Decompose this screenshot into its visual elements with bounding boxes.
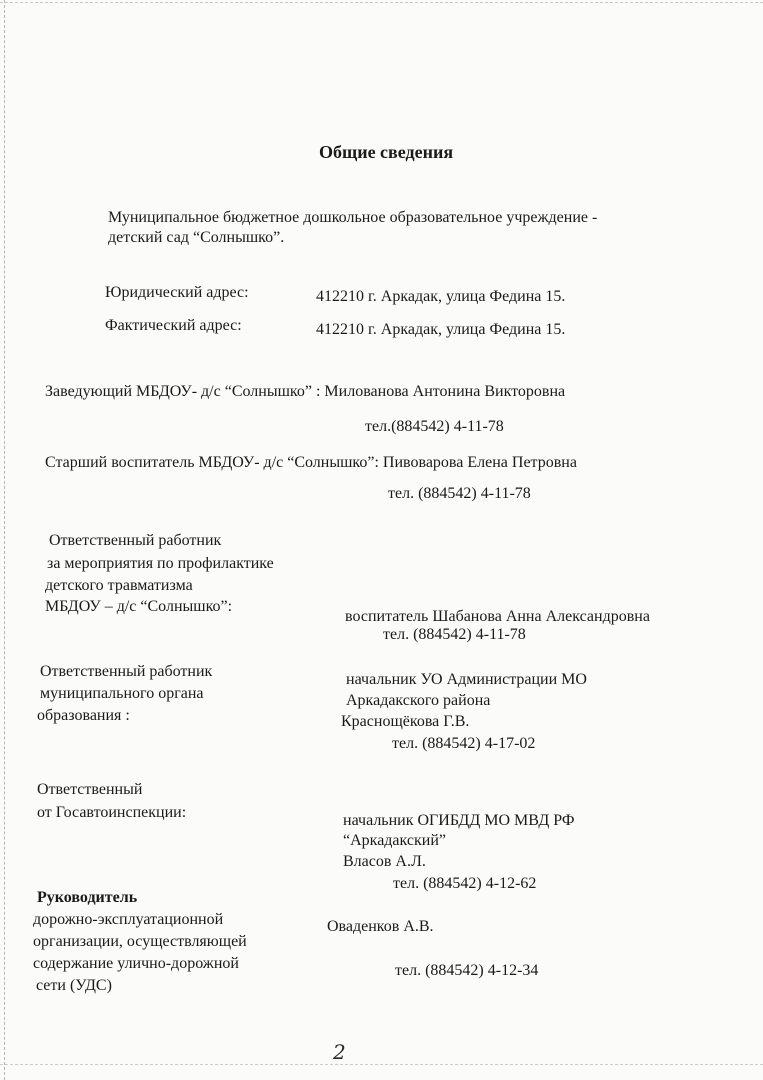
road-label-3: организации, осуществляющей — [33, 933, 247, 950]
road-label-4: содержание улично-дорожной — [33, 955, 239, 972]
police-value-3: Власов А.Л. — [343, 853, 426, 870]
education-value-1: начальник УО Администрации МО — [346, 671, 587, 688]
head-phone: тел.(884542) 4-11-78 — [365, 418, 504, 435]
senior-phone: тел. (884542) 4-11-78 — [388, 485, 531, 502]
injury-label-3: детского травматизма — [45, 577, 193, 594]
actual-address-value: 412210 г. Аркадак, улица Федина 15. — [316, 321, 566, 338]
injury-label-4: МБДОУ – д/с “Солнышко”: — [45, 598, 233, 615]
police-label-2: от Госавтоинспекции: — [37, 804, 187, 821]
road-label-2: дорожно-эксплуатационной — [33, 911, 224, 928]
injury-value: воспитатель Шабанова Анна Александровна — [345, 608, 650, 625]
education-label-1: Ответственный работник — [40, 663, 213, 680]
education-label-2: муниципального органа — [40, 685, 204, 702]
head-text: Заведующий МБДОУ- д/с “Солнышко” : Милованова Антонина Викторовна — [45, 383, 566, 400]
road-phone: тел. (884542) 4-12-34 — [395, 962, 539, 979]
road-label-5: сети (УДС) — [36, 977, 112, 994]
police-value-2: “Аркадакский” — [343, 832, 447, 849]
scan-edge-left — [4, 0, 6, 1080]
education-label-3: образования : — [37, 707, 130, 724]
page-title: Общие сведения — [319, 142, 454, 162]
scan-edge-top — [0, 2, 763, 4]
actual-address-label: Фактический адрес: — [105, 317, 242, 334]
injury-label-2: за мероприятия по профилактике — [47, 555, 274, 572]
education-value-2: Аркадакского района — [346, 692, 491, 709]
injury-label-1: Ответственный работник — [49, 532, 222, 549]
legal-address-label: Юридический адрес: — [105, 284, 249, 301]
road-value: Оваденков А.В. — [327, 918, 434, 935]
scan-edge-bottom — [0, 1064, 763, 1066]
police-label-1: Ответственный — [37, 781, 143, 798]
injury-phone: тел. (884542) 4-11-78 — [383, 626, 526, 643]
senior-text: Старший воспитатель МБДОУ- д/с “Солнышко”: Пивоварова Елена Петровна — [45, 454, 577, 471]
police-phone: тел. (884542) 4-12-62 — [393, 875, 537, 892]
education-value-3: Краснощёкова Г.В. — [341, 713, 470, 730]
education-phone: тел. (884542) 4-17-02 — [392, 735, 536, 752]
legal-address-value: 412210 г. Аркадак, улица Федина 15. — [316, 288, 566, 305]
road-label-1: Руководитель — [37, 889, 138, 906]
page-number: 2 — [333, 1040, 346, 1064]
police-value-1: начальник ОГИБДД МО МВД РФ — [343, 812, 575, 829]
institution-line-1: Муниципальное бюджетное дошкольное образовательное учреждение - — [108, 209, 598, 226]
institution-line-2: детский сад “Солнышко”. — [108, 229, 285, 246]
